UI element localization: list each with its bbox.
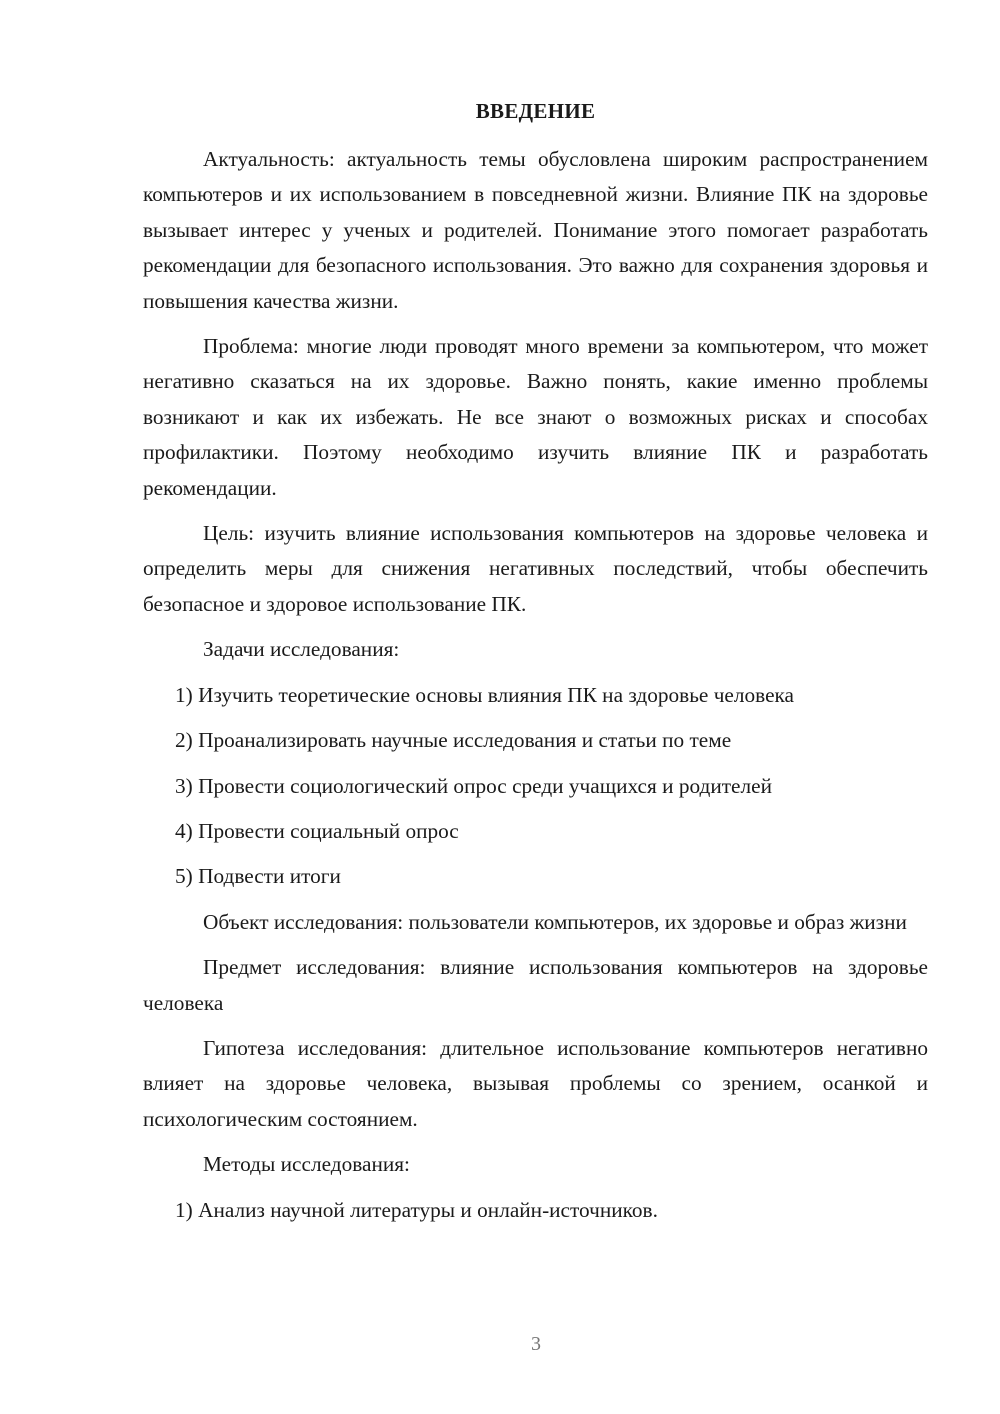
- page-title: ВВЕДЕНИЕ: [475, 99, 596, 123]
- paragraph-subject: Предмет исследования: влияние использования компьютеров на здоровье человека: [143, 955, 928, 1015]
- paragraph-goal: Цель: изучить влияние использования компьютеров на здоровье человека и определить меры для снижения негативных последствий, чтобы обеспечить безопасное и здоровое использование ПК.: [143, 521, 928, 616]
- task-item-3: 3) Провести социологический опрос среди учащихся и родителей: [175, 773, 772, 798]
- task-item-4: 4) Провести социальный опрос: [175, 818, 459, 843]
- tasks-heading: Задачи исследования:: [203, 637, 400, 662]
- paragraph-hypothesis: Гипотеза исследования: длительное использование компьютеров негативно влияет на здоровье человека, вызывая проблемы со зрением, осанкой и психологическим состоянием.: [143, 1035, 928, 1131]
- methods-heading: Методы исследования:: [203, 1152, 410, 1177]
- paragraph-relevance: Актуальность: актуальность темы обусловлена широким распространением компьютеров и их использованием в повседневной жизни. Влияние ПК на здоровье вызывает интерес у ученых и родителей. Понимание этого помогает разработать рекомендации для безопасного использования. Это важно для сохранения здоровья и повышения качества жизни.: [143, 147, 928, 313]
- method-item-1: 1) Анализ научной литературы и онлайн-источников.: [175, 1197, 658, 1222]
- task-item-5: 5) Подвести итоги: [175, 864, 341, 889]
- task-item-1: 1) Изучить теоретические основы влияния ПК на здоровье человека: [175, 682, 795, 707]
- paragraph-problem: Проблема: многие люди проводят много времени за компьютером, что может негативно сказаться на их здоровье. Важно понять, какие именно проблемы возникают и как их избежать. Не все знают о возможных рисках и способах профилактики. Поэтому необходимо изучить влияние ПК и разработать рекомендации.: [143, 334, 928, 500]
- document-page: [143, 94, 928, 1228]
- task-item-2: 2) Проанализировать научные исследования и статьи по теме: [175, 728, 732, 753]
- paragraph-object: Объект исследования: пользователи компьютеров, их здоровье и образ жизни: [203, 909, 907, 934]
- page-number: 3: [531, 1333, 541, 1355]
